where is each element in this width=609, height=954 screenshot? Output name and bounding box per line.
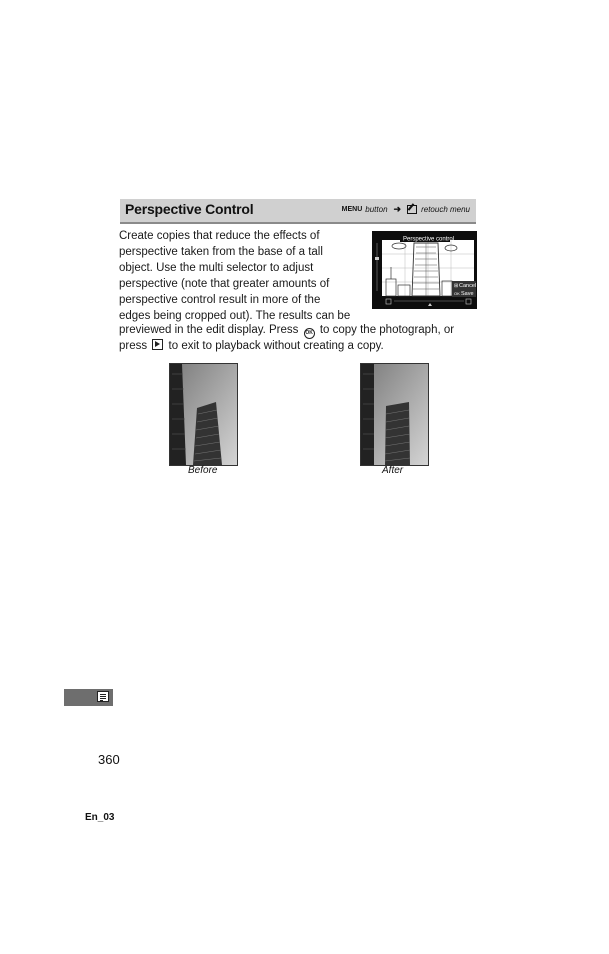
perspective-screen-drawing	[372, 231, 477, 309]
after-photo	[360, 363, 429, 466]
camera-screen	[372, 231, 477, 309]
retouch-menu-tab-icon	[97, 691, 109, 702]
body-line-7	[119, 322, 454, 339]
after-caption: After	[382, 465, 404, 476]
retouch-icon	[407, 205, 417, 214]
playback-button-icon	[152, 339, 163, 350]
before-photo	[169, 363, 238, 466]
body-line-8	[119, 338, 384, 354]
line7-end: to copy the photograph, or	[319, 324, 455, 336]
body-line-6: edges being cropped out). The results can be	[119, 310, 351, 322]
menu-path	[342, 204, 470, 215]
arrow-icon: ➜	[393, 204, 402, 214]
section-title: Perspective Control	[125, 201, 254, 217]
before-caption: Before	[188, 465, 218, 476]
screen-title: Perspective control	[403, 236, 455, 243]
ok-button-icon: OK	[304, 328, 315, 339]
body-line-3: object. Use the multi selector to adjust	[119, 262, 314, 274]
body-line-4: perspective (note that greater amounts of	[119, 278, 330, 290]
section-header	[120, 199, 476, 224]
menu-name: retouch menu	[421, 205, 470, 214]
button-word: button	[365, 205, 388, 214]
menu-key-label: MENU	[341, 206, 363, 213]
body-line-2: perspective taken from the base of a tall	[119, 246, 323, 258]
page-number: 360	[98, 752, 120, 767]
body-line-1: Create copies that reduce the effects of	[119, 230, 320, 242]
line8-start: press	[119, 340, 148, 352]
section-tab-marker	[64, 689, 113, 706]
document-code: En_03	[85, 812, 115, 823]
screen-cancel: Cancel	[459, 283, 477, 289]
screen-cancel-key: ⊞	[454, 283, 459, 289]
screen-save-key: OK	[454, 291, 460, 296]
screen-save: Save	[461, 291, 474, 297]
body-line-5: perspective control result in more of the	[119, 294, 321, 306]
line7-start: previewed in the edit display. Press	[119, 324, 299, 336]
line8-end: to exit to playback without creating a copy.	[168, 340, 384, 352]
